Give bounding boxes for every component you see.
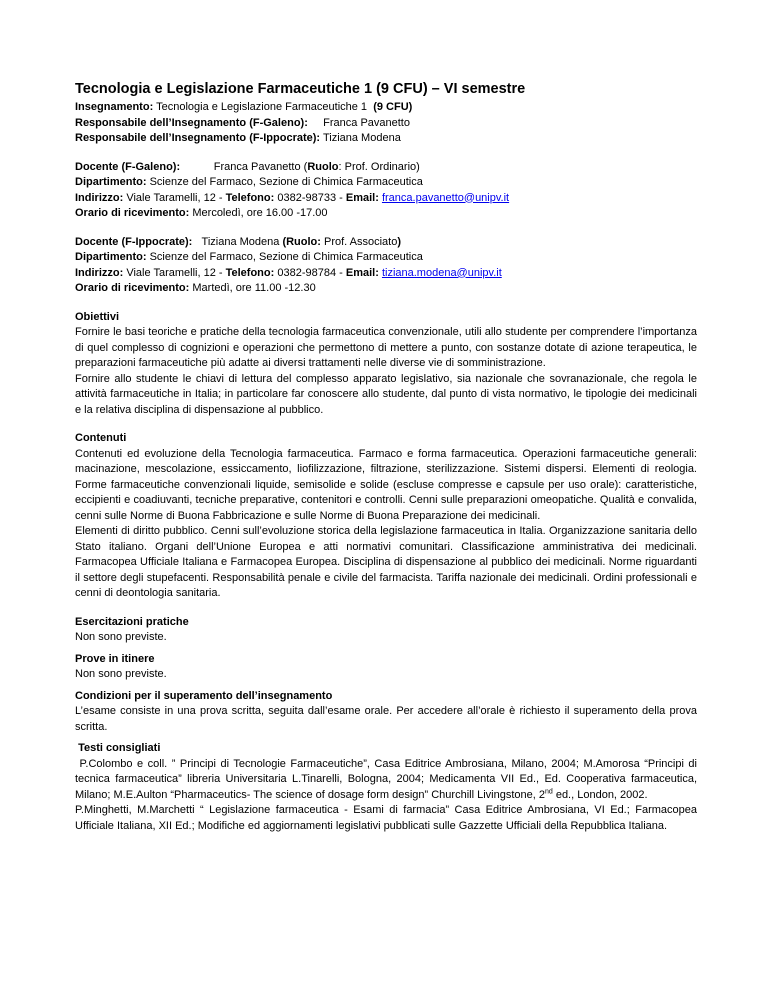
condizioni-heading: Condizioni per il superamento dell’insegnamento <box>75 689 333 702</box>
testi-p1-b: ed., London, 2002. <box>552 788 648 801</box>
responsabile-galeno-label: Responsabile dell’Insegnamento (F-Galeno): <box>75 116 308 129</box>
docente-ippocrate-dipartimento <box>75 250 697 266</box>
dipartimento-value: Scienze del Farmaco, Sezione di Chimica Farmaceutica <box>149 176 423 188</box>
docente-galeno-block <box>75 160 697 222</box>
indirizzo-value: Viale Taramelli, 12 - <box>126 191 223 204</box>
telefono-value: 0382-98784 - <box>277 266 343 279</box>
telefono-label: Telefono: <box>225 191 275 204</box>
obiettivi-paragraph-2: Fornire allo studente le chiavi di lettura del complesso apparato legislativo, sia nazionale che sovranazionale, che regola le attività farmaceutiche in Italia; in particolare far conoscere allo studente, dal punto di vista normativo, le tipologie dei medicinali e la relativa disciplina di dispensazione al pubblico. <box>75 372 697 416</box>
docente-galeno-label: Docente (F-Galeno): <box>75 160 181 173</box>
esercitazioni-text: Non sono previste. <box>75 631 167 643</box>
testi-paragraph-1 <box>75 757 697 804</box>
testi-paragraph-2: P.Minghetti, M.Marchetti “ Legislazione farmaceutica - Esami di farmacia” Casa Editrice Ambrosiana, VI Ed.; Farmacopea Ufficiale Italiana, XII Ed.; Modifiche ed aggiornamenti legislativi pubblicati sulle Gazzette Ufficiali della Repubblica Italiana. <box>75 804 697 832</box>
orario-value: Martedì, ore 11.00 -12.30 <box>192 282 316 294</box>
testi-p1-sup: nd <box>544 787 553 795</box>
esercitazioni-heading: Esercitazioni pratiche <box>75 615 189 628</box>
insegnamento-label: Insegnamento: <box>75 101 154 113</box>
orario-label: Orario di ricevimento: <box>75 207 190 219</box>
docente-ippocrate-name: Tiziana Modena <box>201 235 280 248</box>
section-contenuti <box>75 431 697 602</box>
telefono-value: 0382-98733 - <box>277 191 343 204</box>
document-page <box>75 80 697 840</box>
insegnamento-cfu: (9 CFU) <box>373 101 413 113</box>
section-testi <box>75 741 697 834</box>
section-prove <box>75 652 697 683</box>
section-obiettivi <box>75 310 697 419</box>
responsabile-galeno-line <box>75 116 697 132</box>
obiettivi-heading: Obiettivi <box>75 310 120 323</box>
indirizzo-label: Indirizzo: <box>75 266 124 279</box>
testi-p1-a: P.Colombo e coll. ” Principi di Tecnologie Farmaceutiche”, Casa Editrice Ambrosiana, Milano, 2004; M.Amorosa “Principi di tecnica farmaceutica” libreria Universitaria L.Tinarelli, Bologna, 2004; Medicamenta VII Ed., Ed. Cooperativa farmaceutica, Milano; M.E.Aulton “Pharmaceutics- The science of dosage form design” Churchill Livingstone, 2 <box>75 757 697 801</box>
email-link-modena[interactable]: tiziana.modena@unipv.it <box>381 266 502 279</box>
docente-galeno-orario <box>75 206 697 222</box>
dipartimento-label: Dipartimento: <box>75 176 147 188</box>
insegnamento-line <box>75 100 697 116</box>
orario-value: Mercoledì, ore 16.00 -17.00 <box>192 207 328 219</box>
indirizzo-value: Viale Taramelli, 12 - <box>126 266 223 279</box>
email-label: Email: <box>345 191 379 204</box>
docente-ippocrate-label: Docente (F-Ippocrate): <box>75 235 193 248</box>
insegnamento-value: Tecnologia e Legislazione Farmaceutiche 1 <box>156 101 368 113</box>
indirizzo-label: Indirizzo: <box>75 191 124 204</box>
contenuti-heading: Contenuti <box>75 432 127 444</box>
docente-galeno-indirizzo <box>75 191 697 207</box>
dipartimento-value: Scienze del Farmaco, Sezione di Chimica Farmaceutica <box>149 251 423 263</box>
docente-ippocrate-ruolo-value: Prof. Associato <box>323 235 398 248</box>
email-link-pavanetto[interactable]: franca.pavanetto@unipv.it <box>381 191 510 204</box>
docente-ippocrate-orario <box>75 281 697 297</box>
docente-ippocrate-line: Docente (F-Ippocrate): Tiziana Modena (Ruolo: Prof. Associato) <box>75 235 402 248</box>
docente-ippocrate-indirizzo <box>75 266 697 282</box>
testi-heading <box>75 741 697 757</box>
section-esercitazioni <box>75 615 697 646</box>
telefono-label: Telefono: <box>225 266 275 279</box>
email-label: Email: <box>345 266 379 279</box>
contenuti-paragraph-1: Contenuti ed evoluzione della Tecnologia farmaceutica. Farmaco e forma farmaceutica. Operazioni farmaceutiche generali: macinazione, mescolazione, essiccamento, liofilizzazione, filtrazione, sterilizzazione. Sistemi dispersi. Elementi di reologia. Forme farmaceutiche convenzionali liquide, semisolide e solide (escluse compresse e capsule per uso orale): caratteristiche, eccipienti e coadiuvanti, tecniche preparative, contenitori e controlli. Cenni sulle preparazioni omeopatiche. Qualità e convalida, cenni sulle Norme di Buona Fabbricazione e sulle Norme di Buona Preparazione dei medicinali. <box>75 447 697 522</box>
responsabile-ippocrate-value: Tiziana Modena <box>322 132 401 144</box>
responsabile-ippocrate-label: Responsabile dell’Insegnamento (F-Ippocrate): <box>75 132 321 144</box>
responsabile-ippocrate-line <box>75 131 697 147</box>
prove-text: Non sono previste. <box>75 668 167 680</box>
section-condizioni <box>75 689 697 736</box>
orario-label: Orario di ricevimento: <box>75 282 190 294</box>
docente-ippocrate-ruolo-label: (Ruolo: <box>282 235 321 248</box>
testi-heading-text: Testi consigliati <box>78 742 161 754</box>
condizioni-text: L’esame consiste in una prova scritta, seguita dall’esame orale. Per accedere all’orale è richiesto il superamento della prova scritta. <box>75 705 697 733</box>
docente-galeno-dipartimento <box>75 175 697 191</box>
course-info <box>75 100 697 147</box>
docente-ippocrate-block <box>75 235 697 297</box>
docente-galeno-line: Docente (F-Galeno): Franca Pavanetto (Ruolo: Prof. Ordinario) <box>75 160 420 173</box>
prove-heading: Prove in itinere <box>75 652 155 665</box>
dipartimento-label: Dipartimento: <box>75 251 147 263</box>
responsabile-galeno-value: Franca Pavanetto <box>323 116 410 129</box>
docente-galeno-ruolo-label: Ruolo <box>307 160 339 173</box>
contenuti-paragraph-2: Elementi di diritto pubblico. Cenni sull’evoluzione storica della legislazione farmaceutica in Italia. Organizzazione sanitaria dello Stato italiano. Organi dell’Unione Europea e atti normativi comunitari. Classificazione amministrativa dei medicinali. Farmacopea Ufficiale Italiana e Farmacopea Europea. Disciplina di dispensazione al pubblico dei medicinali. Norme riguardanti il settore degli stupefacenti. Responsabilità penale e civile del farmacista. Tariffa nazionale dei medicinali. Ordini professionali e cenni di deontologia sanitaria. <box>75 525 697 599</box>
docente-galeno-name: Franca Pavanetto <box>213 160 301 173</box>
obiettivi-paragraph-1: Fornire le basi teoriche e pratiche della tecnologia farmaceutica convenzionale, utili allo studente per comprendere l’importanza di quel complesso di cognizioni e operazioni che permettono di mettere a punto, con sostanze dotate di azione terapeutica, le preparazioni farmaceutiche più adatte ai diversi trattamenti nelle diverse vie di somministrazione. <box>75 326 697 369</box>
docente-galeno-ruolo-value: : Prof. Ordinario) <box>338 160 420 173</box>
page-title: Tecnologia e Legislazione Farmaceutiche 1 (9 CFU) – VI semestre <box>75 81 526 97</box>
